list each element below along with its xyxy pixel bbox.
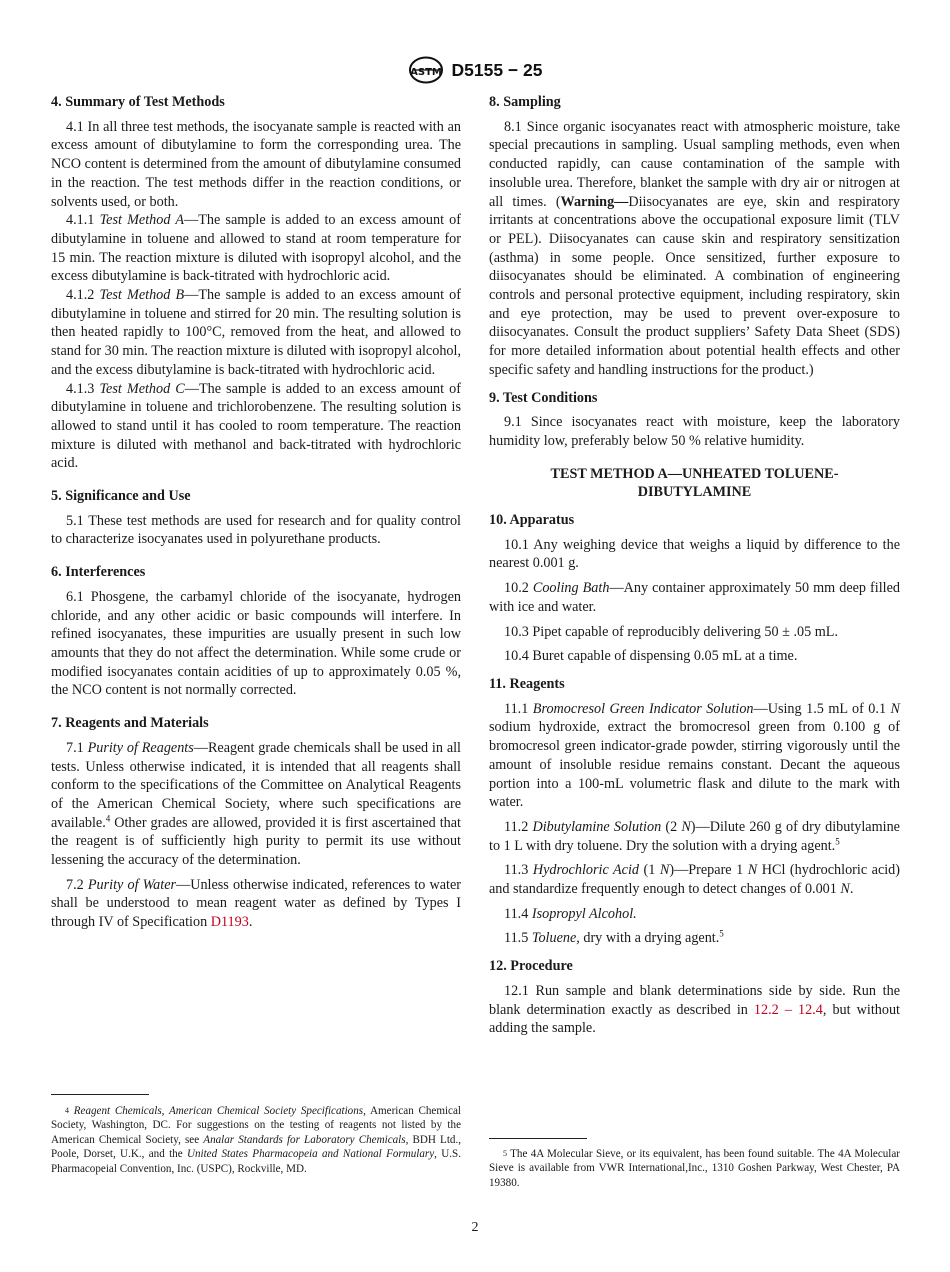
section-6-heading: 6. Interferences (51, 564, 146, 581)
footnote-ref-4[interactable]: 4 (105, 812, 111, 823)
svg-text:ASTM: ASTM (409, 67, 442, 78)
para-4-1-2: 4.1.2 Test Method B—The sample is added to an excess amount of dibutylamine in toluene and stirred for 20 min. The resulting solution is then heated rapidly to 100°C, removed from the heat, and allowed to stand for 30 min. The reaction mixture is diluted with isopropyl alcohol, and the excess dibutylamine is back-titrated with hydrochloric acid. (51, 287, 461, 378)
footnote-ref-5[interactable]: 5 (835, 835, 840, 846)
test-method-a-title: TEST METHOD A—UNHEATED TOLUENE-DIBUTYLAMINE (550, 465, 839, 501)
para-9-1: 9.1 Since isocyanates react with moisture, keep the laboratory humidity low, preferably below 50 % relative humidity. (489, 414, 900, 449)
page-number: 2 (471, 1220, 479, 1235)
para-11-2: 11.2 Dibutylamine Solution (2 N)—Dilute 260 g of dry dibutylamine to 1 L with dry toluene. Dry the solution with a drying agent.$^5$ (489, 818, 900, 854)
footnote-5: $^5$ The 4A Molecular Sieve, or its equivalent, has been found suitable. The 4A Molecular Sieve is available from VWR International,Inc., 1310 Goshen Parkway, West Chester, PA 19380. (489, 1148, 901, 1189)
para-11-1: 11.1 Bromocresol Green Indicator Solution—Using 1.5 mL of 0.1 N sodium hydroxide, extract the bromocresol green from 0.100 g of bromocresol green indicator-grade powder, stirring vigorously until the amount of insoluble residue remains constant. Decant the aqueous portion into a 100-mL volumetric flask and dilute to the mark with water. (489, 700, 900, 811)
para-5-1: 5.1 These test methods are used for research and for quality control to characterize isocyanates used in polyurethane products. (51, 512, 461, 548)
right-column (489, 93, 900, 1038)
para-10-3: 10.3 Pipet capable of reproducibly delivering 50 ± .05 mL. (504, 623, 839, 640)
section-7-heading: 7. Reagents and Materials (51, 715, 209, 732)
standard-designation: D5155 − 25 (451, 59, 543, 80)
para-11-3: 11.3 Hydrochloric Acid (1 N)—Prepare 1 N HCl (hydrochloric acid) and standardize frequently enough to detect changes of 0.001 N. (489, 862, 901, 898)
section-12-heading: 12. Procedure (489, 958, 573, 975)
section-8-heading: 8. Sampling (489, 94, 561, 110)
footnote-4: $^4$ Reagent Chemicals, American Chemical Society Specifications, American Chemical Society, Washington, DC. For suggestions on the testing of reagents not listed by the American Chemical Society, see Analar Standards for Laboratory Chemicals, BDH Ltd., Poole, Dorset, U.K., and the United States Pharmacopeia and National Formulary, U.S. Pharmacopeial Convention, Inc. (USPC), Rockville, MD. (51, 1105, 461, 1175)
para-7-1: 7.1 Purity of Reagents—Reagent grade chemicals shall be used in all tests. Unless otherwise indicated, it is intended that all reagents shall conform to the specifications of the Committee on Analytical Reagents of the American Chemical Society, where such specifications are available.$^4$ Other grades are allowed, provided it is first ascertained that the reagent is of sufficiently high purity to permit its use without lessening the accuracy of the determination. (51, 739, 461, 869)
astm-logo-icon (408, 56, 444, 84)
footnote-divider-left (51, 1094, 149, 1095)
para-6-1: 6.1 Phosgene, the carbamyl chloride of the isocyanate, hydrogen chloride, and any other acidic or basic compounds will interfere. In refined isocyanates, these impurities are usually present in such low amounts that they do not affect the determination. While some crude or modified isocyanates contain acidities of up to approximately 0.05 %, the NCO content is not normally corrected. (51, 588, 461, 699)
link-d1193[interactable]: D1193 (210, 914, 249, 931)
para-4-1: 4.1 In all three test methods, the isocyanate sample is reacted with an excess amount of dibutylamine to form the corresponding urea. The NCO content is determined from the amount of dibutylamine consumed in the reaction. The test methods differ in the reaction conditions, or solvents used, or both. (51, 118, 461, 210)
section-10-heading: 10. Apparatus (489, 512, 575, 529)
para-8-1: 8.1 Since organic isocyanates react with atmospheric moisture, take special precautions in sampling. Usual sampling methods, even when conducted rapidly, can cause contamination of the sample with insoluble urea. Therefore, blanket the sample with dry air or nitrogen at all times. (Warning—Diisocyanates are eye, skin and respiratory irritants at concentrations above the occupational exposure limit (TLV or PEL). Diisocyanates can cause skin and respiratory sensitization (asthma) in some people. Once sensitized, further exposure to diisocyanates should be eliminated. A combination of engineering controls and personal protective equipment, including respiratory, skin and eye protection, may be used to prevent over-exposure to diisocyanates. Consult the product suppliers’ Safety Data Sheet (SDS) for more detailed information about potential health effects and other specific safety and handling instructions for the product.) (489, 118, 900, 378)
para-11-5: 11.5 Toluene, dry with a drying agent.$^5$ (504, 928, 724, 947)
para-12-1: 12.1 Run sample and blank determinations side by side. Run the blank determination exactly as described in 12.2 – 12.4, but without adding the sample. (489, 982, 901, 1037)
section-9-heading: 9. Test Conditions (489, 389, 598, 406)
page-header (0, 54, 950, 86)
link-12-2-12-4[interactable]: 12.2 – 12.4 (753, 1001, 823, 1018)
footnote-ref-5b[interactable]: 5 (719, 928, 724, 939)
para-10-4: 10.4 Buret capable of dispensing 0.05 mL at a time. (504, 648, 798, 665)
warning-label: Warning— (560, 193, 629, 210)
para-11-4: 11.4 Isopropyl Alcohol. (504, 905, 637, 922)
para-4-1-3: 4.1.3 Test Method C—The sample is added to an excess amount of dibutylamine in toluene and trichlorobenzene. The resulting solution is allowed to stand until it has cooled to room temperature. The reaction mixture is diluted with methanol and back-titrated with hydrochloric acid. (51, 380, 461, 472)
footnote-divider-right (489, 1138, 587, 1139)
para-10-1: 10.1 Any weighing device that weighs a liquid by difference to the nearest 0.001 g. (489, 536, 900, 572)
left-column (51, 93, 461, 932)
section-4-heading: 4. Summary of Test Methods (51, 94, 225, 110)
section-11-heading: 11. Reagents (489, 675, 565, 692)
para-7-2: 7.2 Purity of Water—Unless otherwise indicated, references to water shall be understood to mean reagent water as defined by Types I through IV of Specification D1193. (51, 876, 462, 931)
para-10-2: 10.2 Cooling Bath—Any container approximately 50 mm deep filled with ice and water. (489, 580, 900, 615)
section-5-heading: 5. Significance and Use (51, 488, 191, 505)
para-4-1-1: 4.1.1 Test Method A—The sample is added to an excess amount of dibutylamine in toluene and allowed to stand at room temperature for 15 min. The reaction mixture is diluted with isopropyl alcohol, and the excess dibutylamine is back-titrated with hydrochloric acid. (51, 212, 461, 285)
